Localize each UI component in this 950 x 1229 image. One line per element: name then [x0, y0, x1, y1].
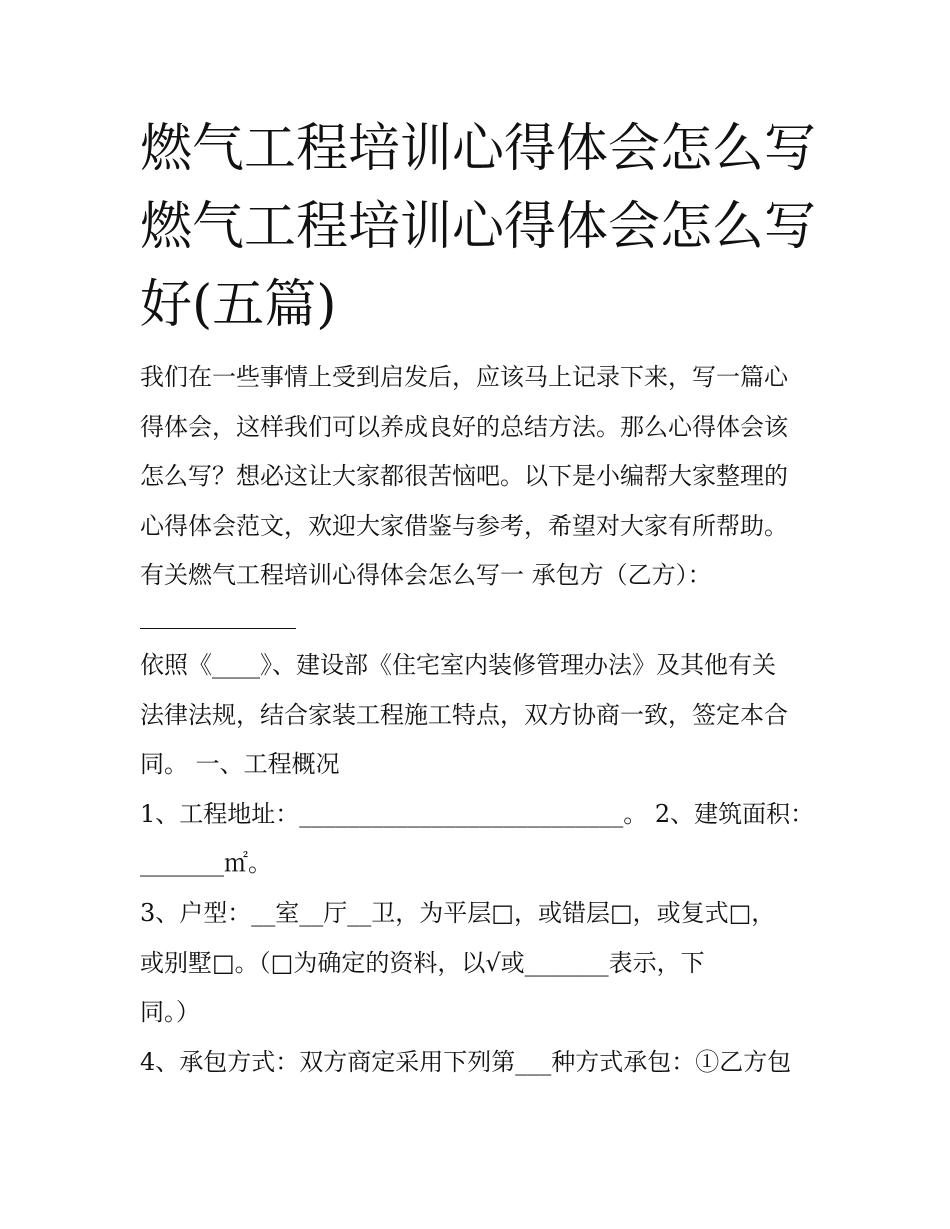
body-line-1: 我们在一些事情上受到启发后，应该马上记录下来，写一篇心 — [140, 363, 788, 391]
body-line-8: 同。 一、工程概况 — [140, 750, 340, 779]
document-body — [140, 353, 830, 1087]
document-title — [140, 110, 840, 344]
body-line-11: 3、户型：__室__厅__卫，为平层□，或错层□，或复式□， — [140, 898, 776, 927]
body-line-12: 或别墅□。（□为确定的资料，以√或_______表示，下 — [140, 948, 705, 977]
body-line-6: 依照《____》、建设部《住宅室内装修管理办法》及其他有关 — [140, 650, 776, 679]
title-line-2: 燃气工程培训心得体会怎么写 — [140, 197, 817, 257]
blank-signature-line — [140, 601, 830, 641]
body-line-2: 得体会，这样我们可以养成良好的总结方法。那么心得体会该 — [140, 412, 788, 441]
body-line-10: _______㎡。 — [140, 849, 272, 878]
body-line-13: 同。） — [140, 998, 200, 1027]
body-line-5: 有关燃气工程培训心得体会怎么写一 承包方（乙方）： — [140, 561, 712, 590]
title-line-1: 燃气工程培训心得体会怎么写 — [140, 119, 817, 179]
title-line-3: 好(五篇) — [140, 275, 337, 335]
underline-blank — [140, 608, 296, 629]
body-line-3: 怎么写？想必这让大家都很苦恼吧。以下是小编帮大家整理的 — [140, 462, 788, 491]
body-line-14: 4、承包方式：双方商定采用下列第___种方式承包：①乙方包 — [140, 1047, 792, 1076]
body-line-9: 1、工程地址：___________________________。 2、建筑面积： — [140, 799, 815, 828]
body-line-4: 心得体会范文，欢迎大家借鉴与参考，希望对大家有所帮助。 — [140, 511, 788, 540]
body-line-7: 法律法规，结合家装工程施工特点，双方协商一致，签定本合 — [140, 700, 788, 729]
